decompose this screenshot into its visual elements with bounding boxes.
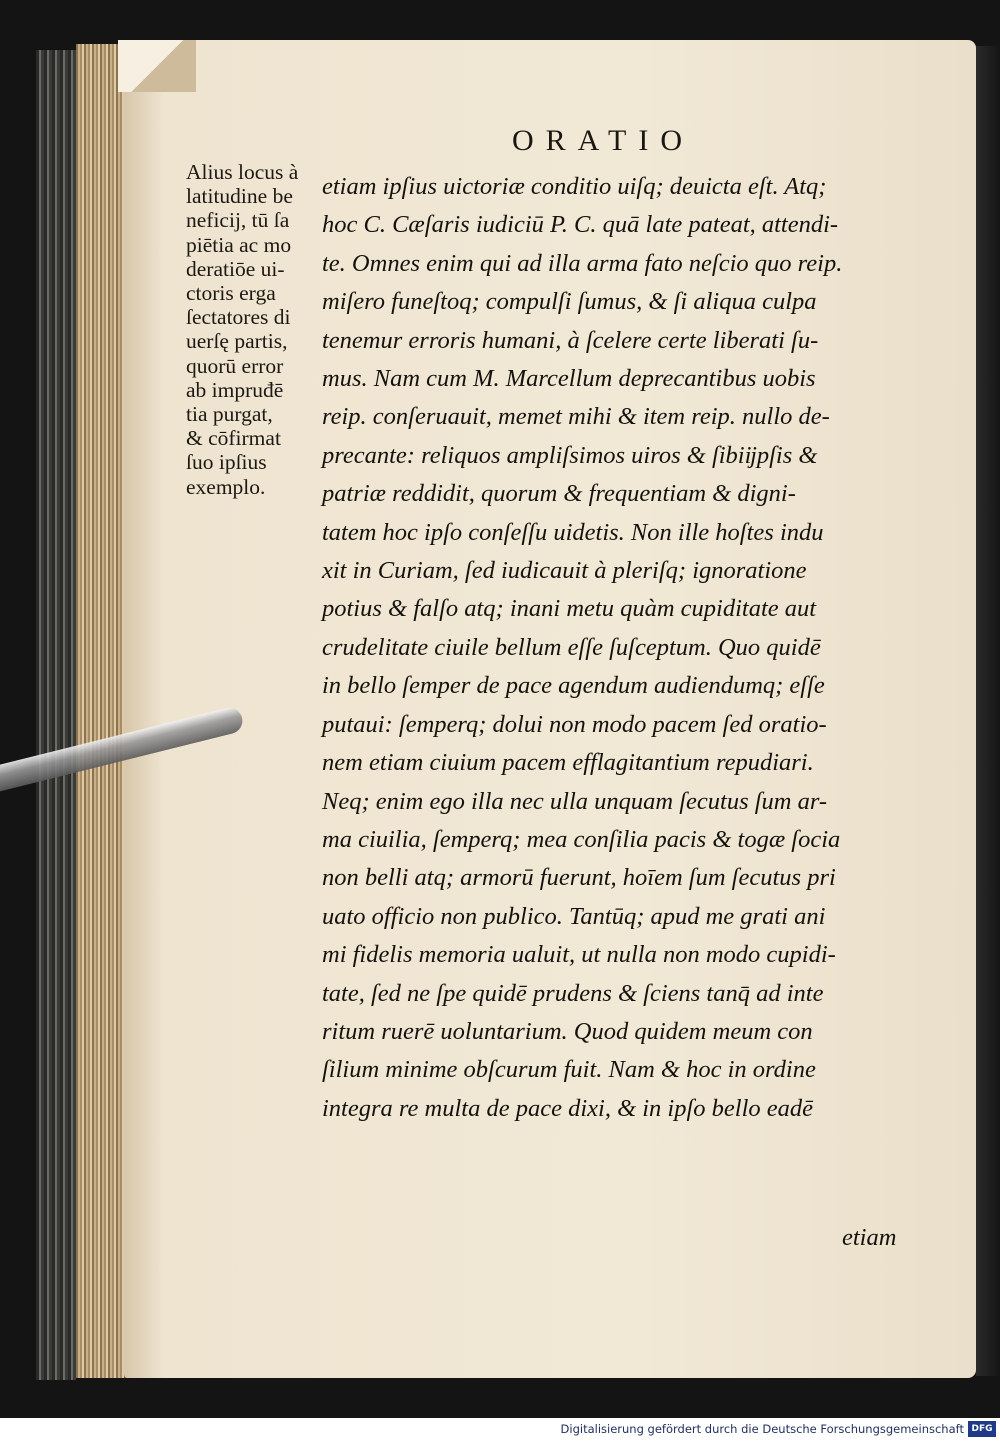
marginal-line: Alius locus à (186, 160, 299, 184)
catchword: etiam (842, 1224, 897, 1251)
marginal-line: ab impruđē (186, 377, 284, 402)
binding-shadow (976, 46, 1000, 1376)
text-line: xit in Curiam, ſed iudicauit à pleriſq; ignoratione (322, 557, 807, 585)
running-head: ORATIO (512, 124, 694, 157)
text-line: patriæ reddidit, quorum & frequentiam & digni- (322, 480, 796, 508)
text-line: etiam ipſius uictoriæ conditio uiſq; deuicta eſt. Atq; (322, 173, 827, 200)
dfg-logo-icon: DFG (968, 1421, 996, 1437)
text-line: ſilium minime obſcurum fuit. Nam & hoc in ordine (322, 1056, 816, 1084)
marginal-line: latitudine be (186, 184, 293, 209)
marginal-line: ſuo ipſius (186, 450, 267, 475)
marginal-line: uerſę partis, (186, 329, 288, 354)
text-line: mi fidelis memoria ualuit, ut nulla non modo cupidi- (322, 941, 836, 969)
marginal-line: neficij, tū ſa (186, 208, 290, 233)
marginal-line: piētia ac mo (186, 232, 292, 257)
text-line: reip. conſeruauit, memet mihi & item reip. nullo de- (322, 403, 830, 431)
marginal-line: ſectatores di (186, 305, 291, 330)
marginal-line: & cōfirmat (186, 426, 281, 451)
text-line: mus. Nam cum M. Marcellum deprecantibus uobis (322, 365, 816, 393)
text-line: potius & falſo atq; inani metu quàm cupiditate aut (322, 595, 817, 623)
footer-credit: Digitalisierung gefördert durch die Deutsche Forschungsgemeinschaft (560, 1422, 964, 1436)
text-line: uato officio non publico. Tantūq; apud me grati ani (322, 902, 826, 930)
text-line: ritum ruerē uoluntarium. Quod quidem meum con (322, 1017, 813, 1045)
text-line: tenemur erroris humani, à ſcelere certe liberati ſu- (322, 326, 819, 354)
text-line: tate, ſed ne ſpe quidē prudens & ſciens tanq̄ ad inte (322, 979, 824, 1007)
folded-corner (118, 40, 196, 92)
marginal-line: exemplo. (186, 474, 266, 499)
text-line: nem etiam ciuium pacem efflagitantium repudiari. (322, 749, 814, 777)
marginal-note (186, 160, 336, 499)
text-line: integra re multa de pace dixi, & in ipſo bello eadē (322, 1094, 814, 1122)
marginal-line: tia purgat, (186, 402, 273, 427)
body-text (322, 168, 917, 1128)
marginal-line: deratiōe ui- (186, 256, 285, 281)
marginal-line: quorū error (186, 353, 284, 378)
text-line: crudelitate ciuile bellum eſſe ſuſceptum. Quo quidē (322, 633, 821, 661)
text-line: putaui: ſemperq; dolui non modo pacem ſed oratio- (322, 710, 827, 738)
text-line: hoc C. Cæſaris iudiciū P. C. quā late pateat, attendi- (322, 211, 839, 239)
text-line: precante: reliquos ampliſsimos uiros & ſibiĳpſis & (322, 441, 818, 469)
text-line: Neq; enim ego illa nec ulla unquam ſecutus ſum ar- (322, 787, 828, 815)
footer-bar (0, 1418, 1000, 1442)
text-line: miſero funeſtoq; compulſi ſumus, & ſi aliqua culpa (322, 288, 817, 316)
text-line: ma ciuilia, ſemperq; mea conſilia pacis & togæ ſocia (322, 825, 841, 853)
marginal-line: ctoris erga (186, 281, 276, 306)
book-cover-edge (36, 50, 76, 1380)
text-line: tatem hoc ipſo conſeſſu uidetis. Non ille hoſtes indu (322, 518, 824, 546)
text-line: te. Omnes enim qui ad illa arma fato neſcio quo reip. (322, 249, 843, 277)
text-line: in bello ſemper de pace agendum audiendumq; eſſe (322, 672, 825, 700)
text-line: non belli atq; armorū fuerunt, hoīem ſum ſecutus pri (322, 864, 836, 892)
